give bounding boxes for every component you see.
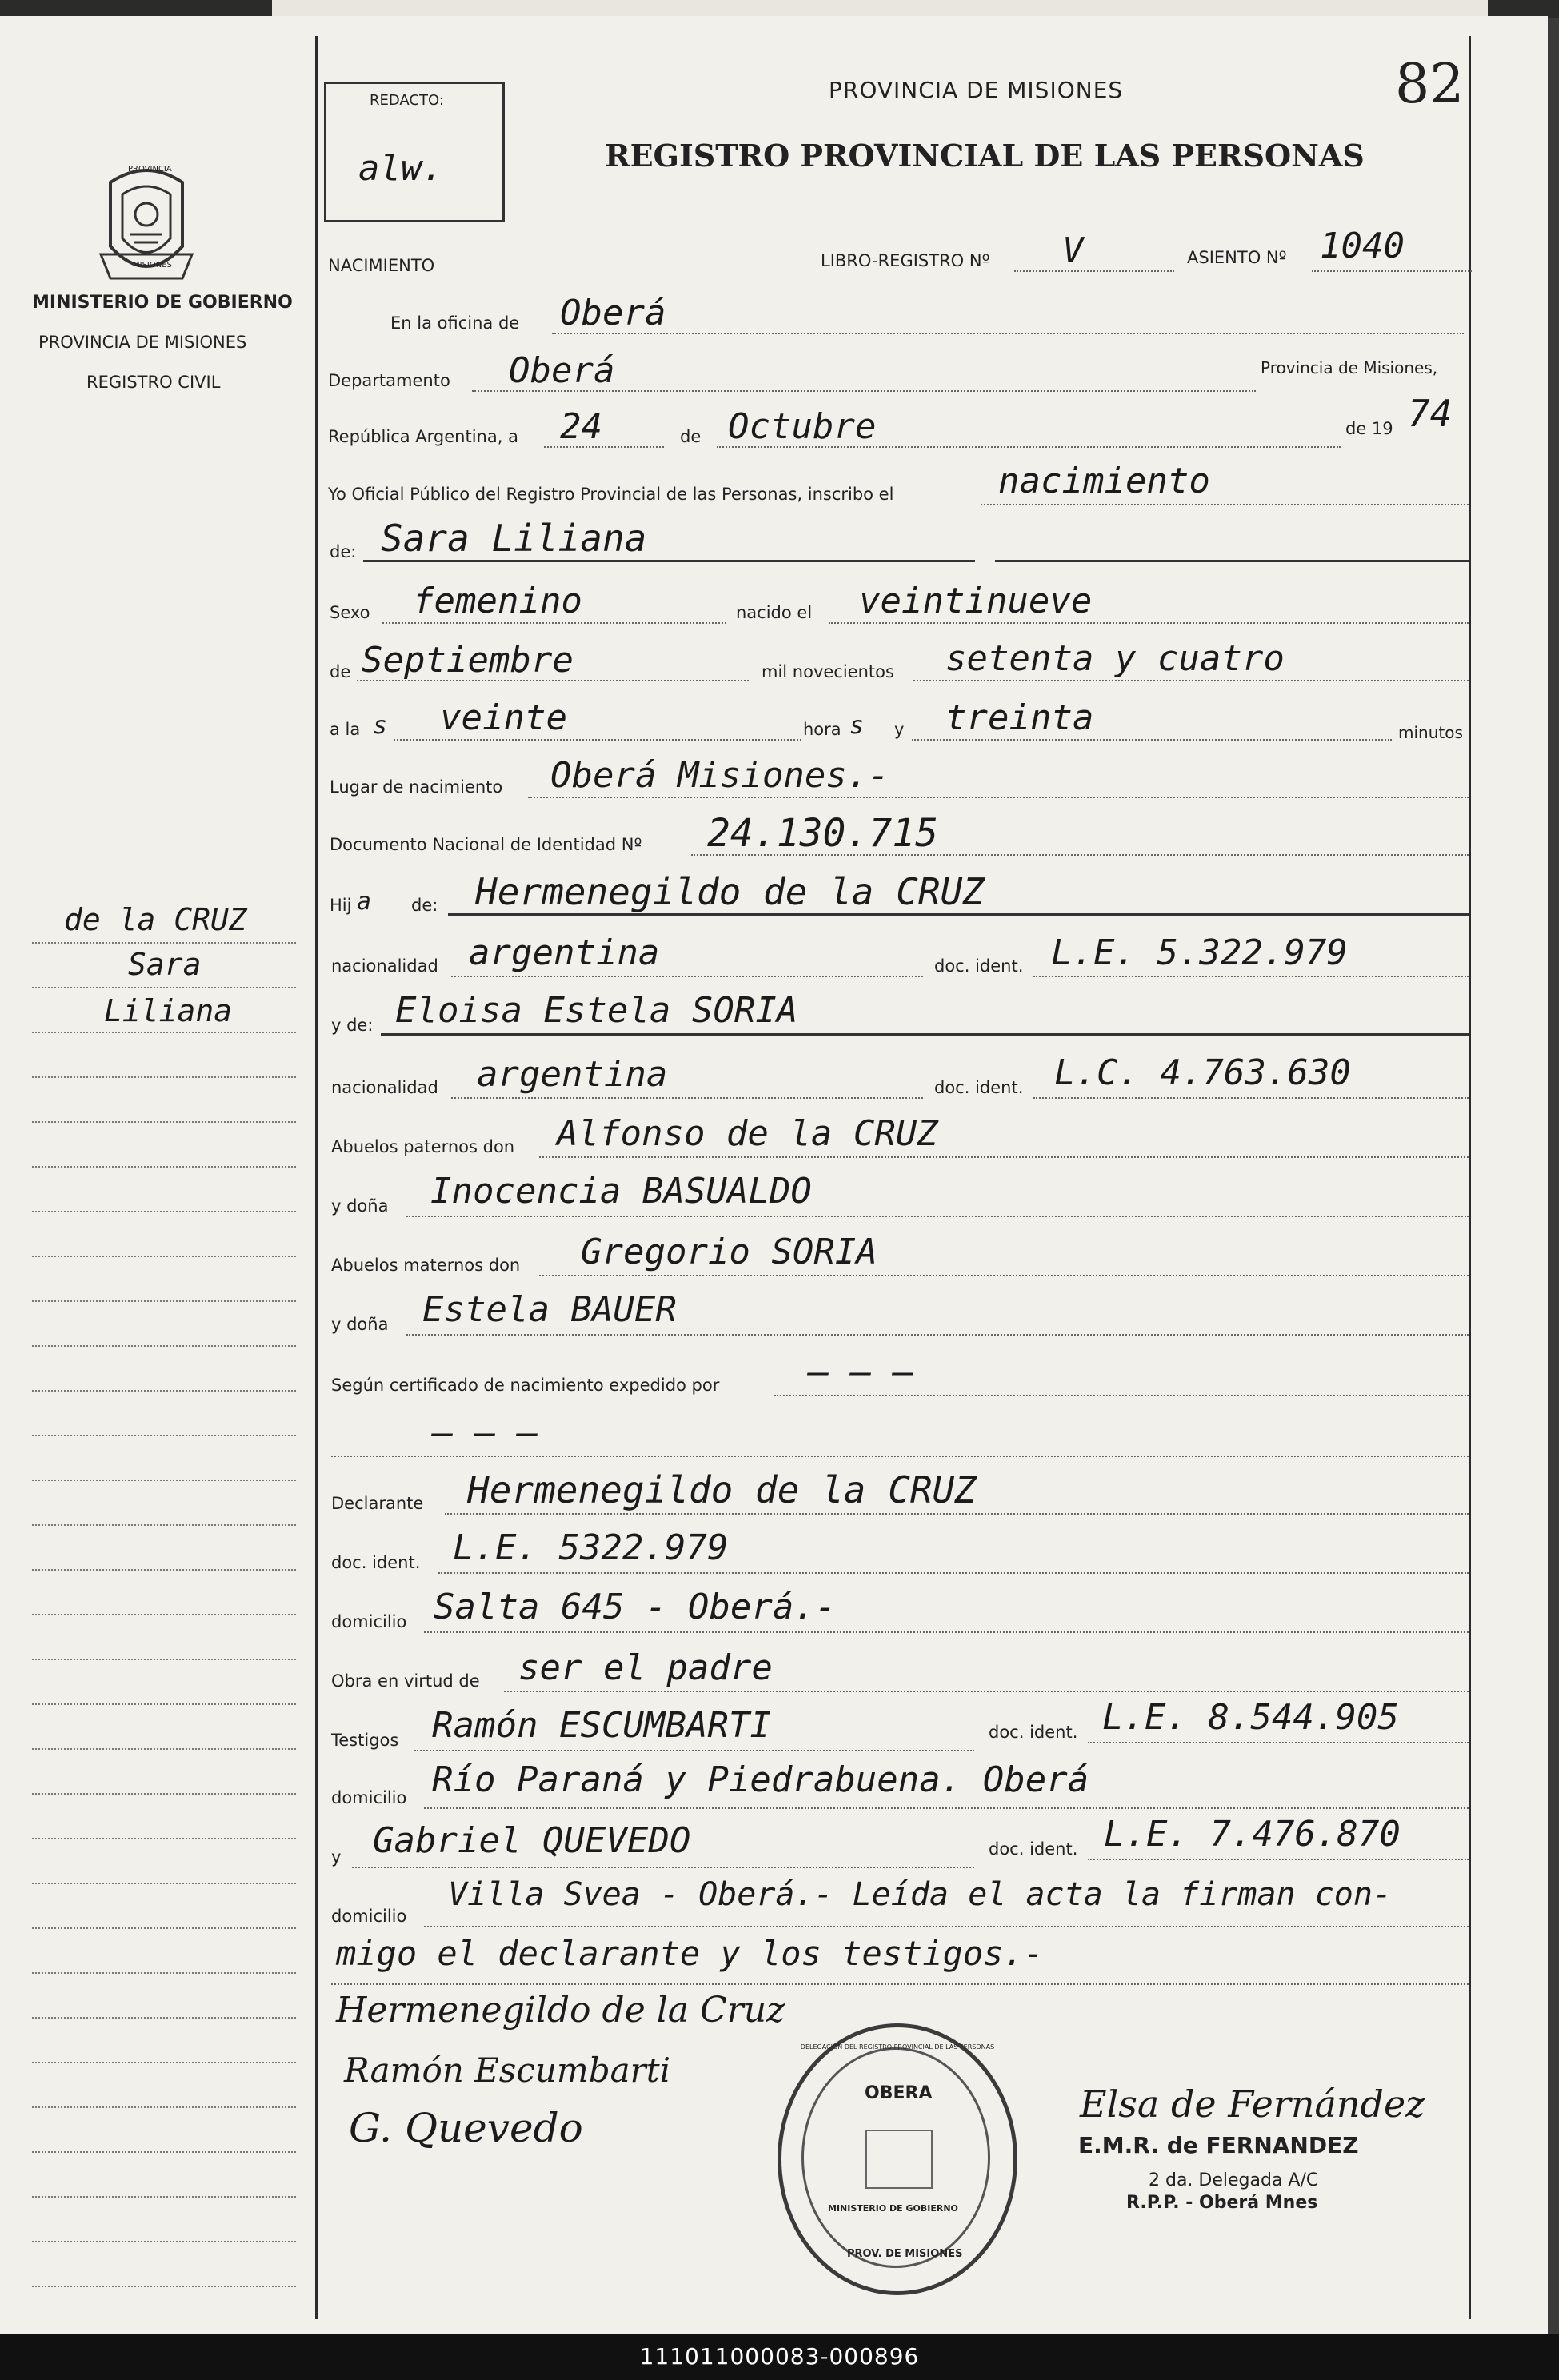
oficina-value: Oberá — [560, 293, 666, 333]
stamp-bottom: PROV. DE MISIONES — [847, 2248, 963, 2260]
official-office: R.P.P. - Oberá Mnes — [1126, 2193, 1318, 2213]
dni-value: 24.130.715 — [707, 811, 938, 856]
de2-label: de — [330, 662, 351, 681]
ydona1-value: Inocencia BASUALDO — [430, 1171, 812, 1212]
document-page — [0, 16, 1548, 2335]
obra-label: Obra en virtud de — [331, 1671, 480, 1691]
ydona1-label: y doña — [331, 1196, 389, 1216]
oficina-label: En la oficina de — [390, 313, 520, 333]
hora-value: veinte — [440, 697, 567, 738]
nacido-value: veintinueve — [859, 581, 1093, 621]
nac1-value: argentina — [469, 932, 660, 973]
province-label: PROVINCIA DE MISIONES — [38, 333, 247, 352]
nac1-label: nacionalidad — [331, 956, 438, 976]
year2-value: setenta y cuatro — [945, 638, 1285, 679]
ab-pat-value: Alfonso de la CRUZ — [557, 1113, 938, 1154]
horas-label: hora — [803, 720, 841, 739]
doc2-value: L.C. 4.763.630 — [1054, 1052, 1351, 1093]
y-label: y — [894, 720, 905, 739]
segun-value-2: — — — — [432, 1412, 538, 1453]
oficial-value: nacimiento — [998, 461, 1210, 501]
ab-mat-value: Gregorio SORIA — [581, 1232, 877, 1272]
footer-bar — [0, 2334, 1559, 2380]
left-margin-rule — [315, 36, 318, 2319]
libro-value: V — [1062, 230, 1084, 271]
de-label: de — [680, 427, 702, 446]
hij-label: Hij — [330, 896, 352, 915]
redacto-box — [324, 82, 505, 222]
official-name: E.M.R. de FERNANDEZ — [1078, 2132, 1359, 2158]
domt2-value: Villa Svea - Oberá.- Leída el acta la firman con- — [448, 1876, 1393, 1913]
top-strip — [0, 0, 1559, 18]
mother-name: Eloisa Estela SORIA — [395, 990, 798, 1031]
sexo-value: femenino — [413, 581, 582, 621]
signature-declarant: Hermenegildo de la Cruz — [336, 1990, 785, 2031]
seal-text-top: PROVINCIA — [128, 165, 172, 174]
yde-label: y de: — [331, 1016, 374, 1035]
month2-value: Septiembre — [362, 640, 574, 681]
day-value: 24 — [560, 406, 602, 447]
testigos-label: Testigos — [331, 1731, 399, 1750]
page-number: 82 — [1395, 53, 1465, 116]
lugar-label: Lugar de nacimiento — [330, 777, 503, 797]
dni-label: Documento Nacional de Identidad Nº — [330, 835, 642, 854]
father-name: Hermenegildo de la CRUZ — [475, 870, 985, 913]
ydona2-label: y doña — [331, 1315, 389, 1334]
docd-value: L.E. 5322.979 — [453, 1527, 729, 1568]
closing-line: migo el declarante y los testigos.- — [336, 1934, 1045, 1973]
ydona2-value: Estela BAUER — [422, 1289, 677, 1330]
doct2-label: doc. ident. — [989, 1839, 1078, 1859]
record-type-label: NACIMIENTO — [328, 256, 435, 275]
doct1-value: L.E. 8.544.905 — [1102, 1697, 1399, 1738]
docd-label: doc. ident. — [331, 1553, 421, 1572]
a-la-value: s — [373, 712, 388, 740]
stamp-emblem — [865, 2130, 933, 2189]
official-signature: Elsa de Fernández — [1080, 2082, 1425, 2126]
stamp-top: OBERA — [865, 2083, 933, 2103]
redacto-initials: alw. — [358, 148, 443, 189]
doc2-label: doc. ident. — [934, 1078, 1024, 1097]
domt1-value: Río Paraná y Piedrabuena. Oberá — [432, 1759, 1089, 1800]
minutos-label: minutos — [1398, 723, 1463, 742]
asiento-label: ASIENTO Nº — [1187, 248, 1287, 267]
obra-value: ser el padre — [518, 1647, 773, 1688]
nac2-label: nacionalidad — [331, 1078, 438, 1097]
doct2-value: L.E. 7.476.870 — [1104, 1814, 1401, 1855]
stamp-ring-text: DELEGACION DEL REGISTRO PROVINCIAL DE LAS PERSONAS — [800, 2043, 995, 2051]
horas-suffix: s — [849, 712, 865, 740]
archive-code: 111011000083-000896 — [639, 2343, 920, 2370]
ab-pat-label: Abuelos paternos don — [331, 1137, 515, 1156]
redacto-label: REDACTO: — [370, 92, 444, 109]
segun-label: Según certificado de nacimiento expedido por — [331, 1376, 720, 1395]
testigo2-value: Gabriel QUEVEDO — [373, 1820, 691, 1861]
doc1-value: L.E. 5.322.979 — [1051, 932, 1348, 973]
province-heading: PROVINCIA DE MISIONES — [829, 77, 1124, 103]
lugar-value: Oberá Misiones.- — [550, 755, 889, 796]
domt1-label: domicilio — [331, 1788, 407, 1807]
departamento-label: Departamento — [328, 371, 450, 390]
ministry-label: MINISTERIO DE GOBIERNO — [32, 293, 293, 313]
seal-text-bottom: MISIONES — [133, 261, 172, 270]
official-stamp — [778, 2023, 1017, 2295]
right-margin-rule — [1469, 36, 1471, 2319]
departamento-value: Oberá — [509, 350, 615, 391]
doct1-label: doc. ident. — [989, 1723, 1078, 1742]
hij-suffix: a — [357, 888, 372, 916]
month-value: Octubre — [728, 406, 877, 447]
margin-first-name: Sara — [128, 947, 202, 982]
nac2-value: argentina — [477, 1054, 668, 1095]
child-name: Sara Liliana — [381, 517, 647, 560]
margin-middle-name: Liliana — [104, 993, 233, 1028]
provincia-suffix: Provincia de Misiones, — [1261, 358, 1438, 377]
republica-label: República Argentina, a — [328, 427, 518, 446]
domt2-label: domicilio — [331, 1907, 407, 1926]
de3-label: de: — [411, 896, 438, 915]
nacido-label: nacido el — [736, 603, 813, 622]
ab-mat-label: Abuelos maternos don — [331, 1256, 521, 1275]
min-value: treinta — [945, 697, 1094, 738]
libro-label: LIBRO-REGISTRO Nº — [821, 251, 990, 270]
signature-witness-2: G. Quevedo — [349, 2105, 583, 2151]
registry-heading: REGISTRO PROVINCIAL DE LAS PERSONAS — [605, 138, 1365, 174]
declarante-value: Hermenegildo de la CRUZ — [467, 1468, 977, 1511]
testigo1-value: Ramón ESCUMBARTI — [432, 1705, 771, 1746]
segun-value: — — — — [808, 1352, 914, 1392]
de-name-label: de: — [330, 542, 357, 561]
sexo-label: Sexo — [330, 603, 370, 622]
page-edge — [272, 0, 1488, 18]
signature-witness-1: Ramón Escumbarti — [344, 2051, 671, 2090]
year-label: de 19 — [1345, 419, 1393, 438]
stamp-inner: MINISTERIO DE GOBIERNO — [828, 2203, 958, 2214]
declarante-label: Declarante — [331, 1494, 424, 1513]
doc1-label: doc. ident. — [934, 956, 1024, 976]
asiento-value: 1040 — [1320, 226, 1405, 266]
domd-label: domicilio — [331, 1612, 407, 1631]
y2-label: y — [331, 1847, 342, 1867]
a-la-label: a la — [330, 720, 361, 739]
official-title: 2 da. Delegada A/C — [1149, 2170, 1319, 2190]
civil-registry-label: REGISTRO CIVIL — [86, 373, 221, 392]
year-value: 74 — [1408, 392, 1453, 435]
mil-label: mil novecientos — [762, 662, 894, 681]
domd-value: Salta 645 - Oberá.- — [434, 1587, 837, 1627]
oficial-label: Yo Oficial Público del Registro Provincial de las Personas, inscribo el — [328, 485, 894, 504]
margin-surname: de la CRUZ — [64, 902, 247, 937]
